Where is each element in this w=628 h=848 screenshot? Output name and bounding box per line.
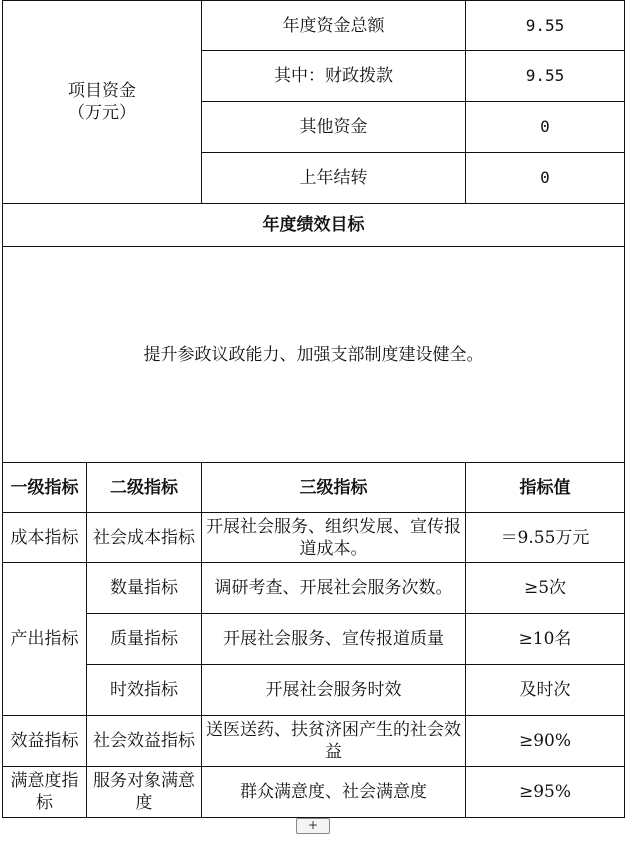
output-quality-value: ≥10名	[466, 614, 625, 665]
satisfaction-value: ≥95%	[466, 767, 625, 818]
funds-carryover-value: 0	[466, 153, 625, 204]
goal-heading: 年度绩效目标	[3, 204, 625, 247]
output-timeliness-level3: 开展社会服务时效	[202, 665, 466, 716]
cost-level3: 开展社会服务、组织发展、宣传报道成本。	[202, 513, 466, 563]
benefit-level1: 效益指标	[3, 716, 87, 767]
satisfaction-level2: 服务对象满意度	[87, 767, 202, 818]
funds-label: 项目资金 （万元）	[3, 1, 202, 204]
header-level1: 一级指标	[3, 463, 87, 513]
benefit-value: ≥90%	[466, 716, 625, 767]
satisfaction-level1: 满意度指标	[3, 767, 87, 818]
header-level2: 二级指标	[87, 463, 202, 513]
output-quality-level3: 开展社会服务、宣传报道质量	[202, 614, 466, 665]
cost-level1: 成本指标	[3, 513, 87, 563]
add-row-button[interactable]: +	[296, 818, 330, 834]
funds-carryover-label: 上年结转	[202, 153, 466, 204]
benefit-level2: 社会效益指标	[87, 716, 202, 767]
header-level3: 三级指标	[202, 463, 466, 513]
funds-other-value: 0	[466, 102, 625, 153]
output-quantity-level3: 调研考查、开展社会服务次数。	[202, 563, 466, 614]
output-timeliness-level2: 时效指标	[87, 665, 202, 716]
funds-fiscal-label: 其中：财政拨款	[202, 51, 466, 102]
funds-total-label: 年度资金总额	[202, 1, 466, 51]
goal-text: 提升参政议政能力、加强支部制度建设健全。	[3, 247, 625, 463]
output-timeliness-value: 及时次	[466, 665, 625, 716]
output-quality-level2: 质量指标	[87, 614, 202, 665]
benefit-level3: 送医送药、扶贫济困产生的社会效益	[202, 716, 466, 767]
cost-level2: 社会成本指标	[87, 513, 202, 563]
funds-other-label: 其他资金	[202, 102, 466, 153]
satisfaction-level3: 群众满意度、社会满意度	[202, 767, 466, 818]
output-quantity-level2: 数量指标	[87, 563, 202, 614]
funds-total-value: 9.55	[466, 1, 625, 51]
cost-value: ＝9.55万元	[466, 513, 625, 563]
performance-table	[2, 0, 625, 818]
output-level1: 产出指标	[3, 563, 87, 716]
funds-fiscal-value: 9.55	[466, 51, 625, 102]
header-value: 指标值	[466, 463, 625, 513]
output-quantity-value: ≥5次	[466, 563, 625, 614]
